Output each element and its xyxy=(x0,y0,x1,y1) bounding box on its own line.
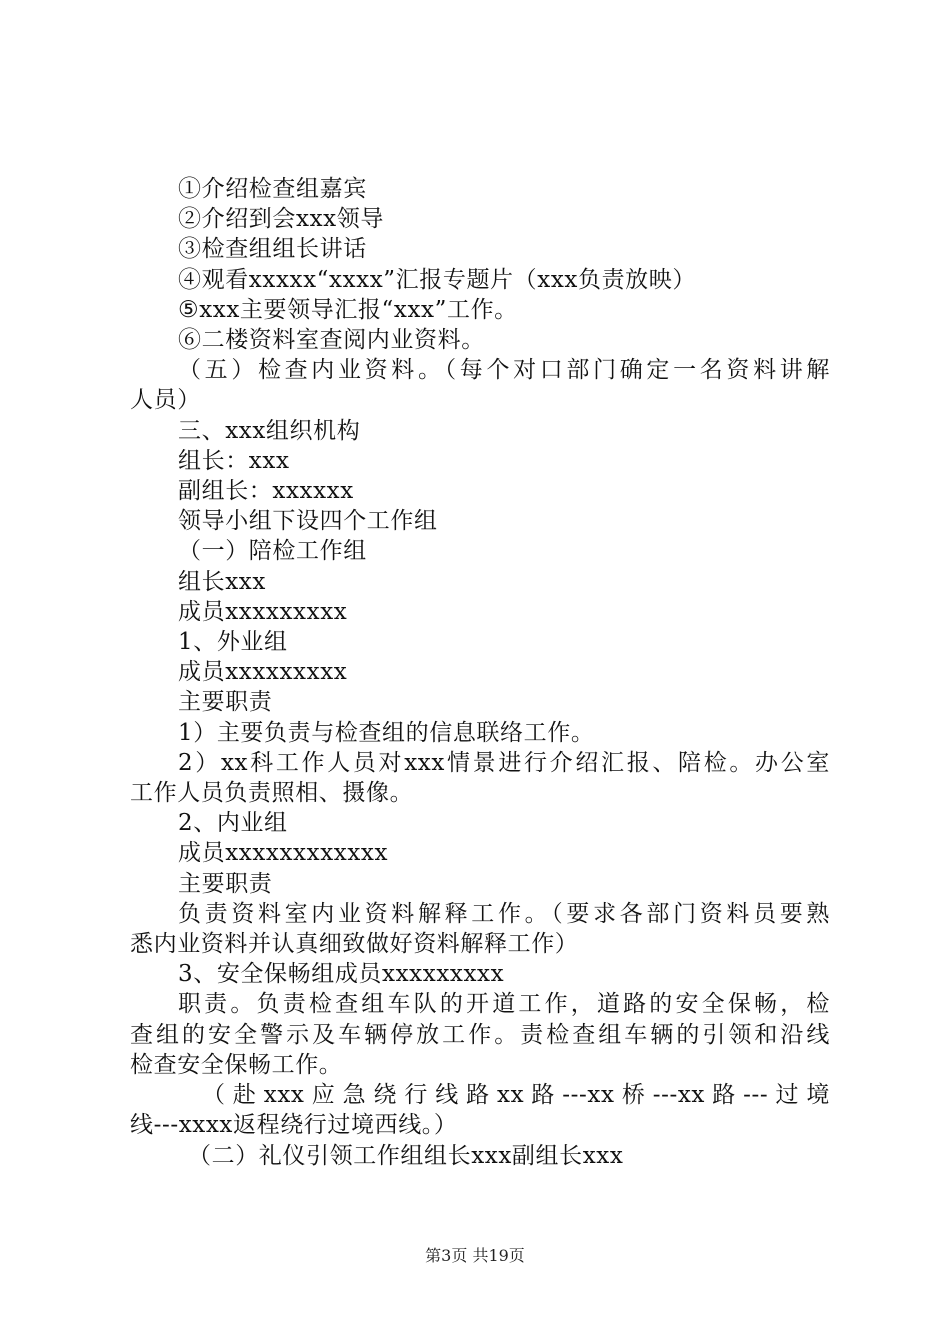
text-line: （五）检查内业资料。（每个对口部门确定一名资料讲解 xyxy=(178,357,830,384)
text-line: 组长：xxx xyxy=(178,447,290,474)
text-line: 1、外业组 xyxy=(178,629,288,656)
text-line: ③检查组组长讲话 xyxy=(178,236,367,263)
text-line: 副组长：xxxxxx xyxy=(178,478,354,505)
text-line: 悉内业资料并认真细致做好资料解释工作） xyxy=(130,931,579,958)
document-body xyxy=(130,174,830,1171)
text-line: ⑥二楼资料室查阅内业资料。 xyxy=(178,327,485,354)
text-line: 成员xxxxxxxxxxxx xyxy=(178,840,389,867)
text-line: 线---xxxx返程绕行过境西线。） xyxy=(130,1112,458,1139)
text-line: 1）主要负责与检查组的信息联络工作。 xyxy=(178,719,595,746)
text-line: 3、安全保畅组成员xxxxxxxxx xyxy=(178,961,505,988)
text-line: ①介绍检查组嘉宾 xyxy=(178,176,367,202)
text-line: 检查安全保畅工作。 xyxy=(130,1051,343,1078)
text-line: ④观看xxxxx“xxxx”汇报专题片（xxx负责放映） xyxy=(178,266,696,293)
text-line: 职责。负责检查组车队的开道工作，道路的安全保畅，检 xyxy=(178,991,830,1018)
text-line: 主要职责 xyxy=(178,870,273,897)
text-line: 2）xx科工作人员对xxx情景进行介绍汇报、陪检。办公室 xyxy=(178,749,830,776)
section-heading: 三、xxx组织机构 xyxy=(178,417,361,444)
subsection-heading: （二）礼仪引领工作组组长xxx副组长xxx xyxy=(188,1142,624,1169)
text-line: 查组的安全警示及车辆停放工作。责检查组车辆的引领和沿线 xyxy=(130,1021,830,1048)
text-line: 组长xxx xyxy=(178,568,266,595)
text-line: ②介绍到会xxx领导 xyxy=(178,206,384,233)
text-line: 成员xxxxxxxxx xyxy=(178,598,348,625)
text-line: 2、内业组 xyxy=(178,810,288,837)
text-line: 主要职责 xyxy=(178,689,273,716)
text-line: （赴xxx应急绕行线路xx路---xx桥---xx路---过境 xyxy=(202,1082,830,1109)
subsection-heading: （一）陪检工作组 xyxy=(178,538,367,565)
page-footer: 第3页 共19页 xyxy=(425,1246,525,1265)
text-line: 人员） xyxy=(130,387,201,414)
text-line: 负责资料室内业资料解释工作。（要求各部门资料员要熟 xyxy=(178,900,830,927)
text-line: 领导小组下设四个工作组 xyxy=(178,508,438,535)
text-line: ⑤xxx主要领导汇报“xxx”工作。 xyxy=(178,296,518,323)
text-line: 成员xxxxxxxxx xyxy=(178,659,348,686)
text-line: 工作人员负责照相、摄像。 xyxy=(130,780,414,807)
